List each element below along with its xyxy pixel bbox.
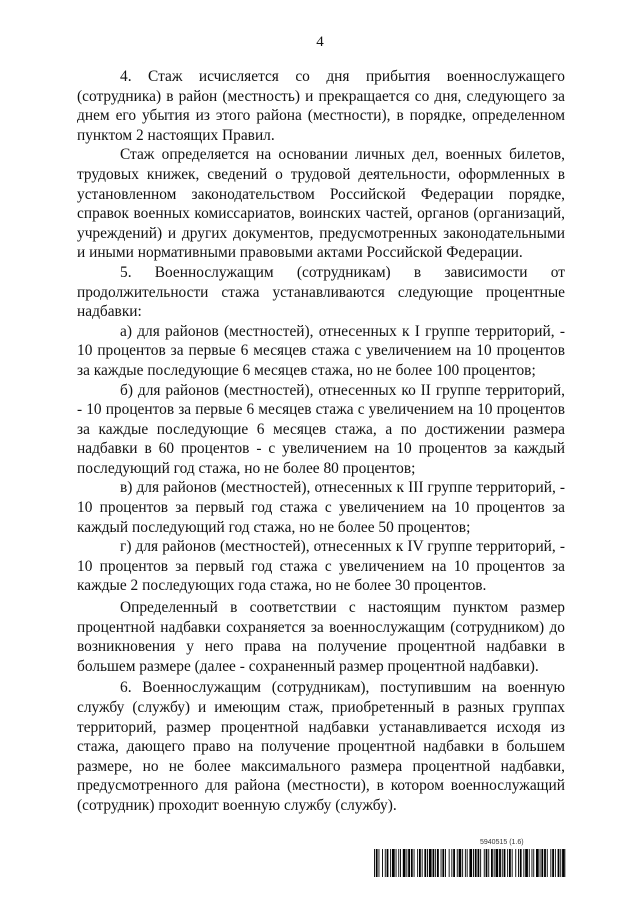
paragraph-5g: г) для районов (местностей), отнесенных к IV группе территорий, - 10 процентов за первый год стажа с увеличением на 10 процентов за каждые 2 последующих года стажа, но не более 30 процентов.	[77, 538, 565, 595]
paragraph-4: 4. Стаж исчисляется со дня прибытия военнослужащего (сотрудника) в район (местность) и прекращается со дня, следующего за днем его убытия из этого района (местности), в порядке, определенном пунктом 2 настоящих Правил.	[77, 68, 565, 144]
paragraph-stazh-basis: Стаж определяется на основании личных дел, военных билетов, трудовых книжек, сведений о трудовой деятельности, оформленных в установленном законодательством Российской Федерации порядке, справок военных комиссариатов, воинских частей, органов (организаций, учреждений) и других документов, предусмотренных законодательными и иными нормативными правовыми актами Российской Федерации.	[77, 146, 565, 262]
paragraph-6: 6. Военнослужащим (сотрудникам), поступившим на военную службу (службу) и имеющим стаж, приобретенный в разных группах территорий, размер процентной надбавки устанавливается исходя из стажа, дающего право на получение процентной надбавки в большем размере, но не более максимального размера процентной надбавки, предусмотренного для района (местности), в котором военнослужащий (сотрудник) проходит военную службу (службу).	[77, 679, 565, 814]
document-body	[77, 67, 565, 816]
paragraph-5: 5. Военнослужащим (сотрудникам) в зависимости от продолжительности стажа устанавливаются следующие процентные надбавки:	[77, 263, 565, 321]
document-code: 5940515 (1.6)	[480, 839, 524, 846]
page-number: 4	[316, 34, 324, 50]
paragraph-5v: в) для районов (местностей), отнесенных к III группе территорий, - 10 процентов за первый год стажа с увеличением на 10 процентов за каждый последующий год стажа, но не более 50 процентов;	[77, 479, 565, 536]
paragraph-5b: б) для районов (местностей), отнесенных ко II группе территорий, - 10 процентов за первые 6 месяцев стажа с увеличением на 10 процентов за каждые последующие 6 месяцев стажа, а по достижении размера надбавки в 60 процентов - с увеличением на 10 процентов за каждый последующий год стажа, но не более 80 процентов;	[77, 381, 565, 477]
barcode-icon	[374, 849, 566, 877]
paragraph-5a: а) для районов (местностей), отнесенных к I группе территорий, - 10 процентов за первые 6 месяцев стажа с увеличением на 10 процентов за каждые последующие 6 месяцев стажа, но не более 100 процентов;	[77, 322, 565, 379]
paragraph-retained-allowance: Определенный в соответствии с настоящим пунктом размер процентной надбавки сохраняется за военнослужащим (сотрудником) до возникновения у него права на получение процентной надбавки в большем размере (далее - сохраненный размер процентной надбавки).	[77, 599, 565, 675]
